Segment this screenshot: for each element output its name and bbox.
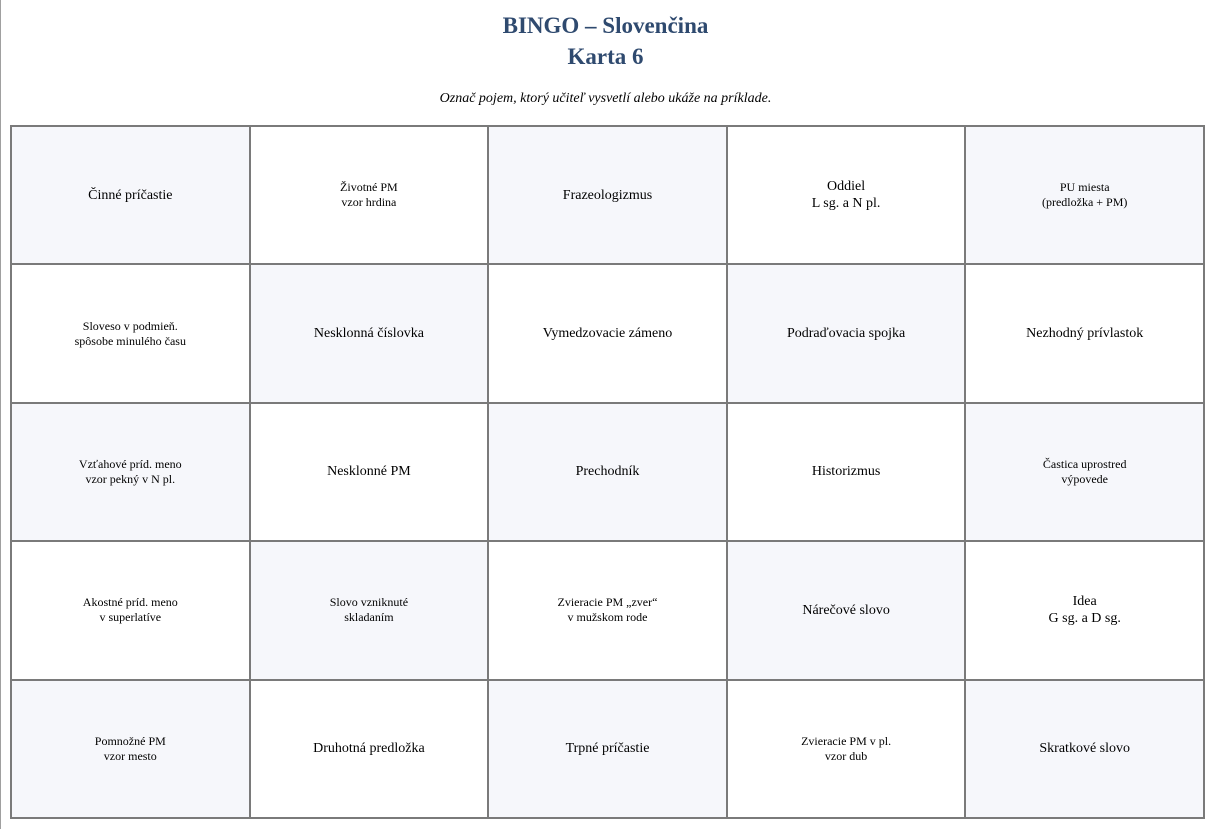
title-line-1: BINGO – Slovenčina: [502, 13, 709, 38]
cell-line-2: spôsobe minulého času: [74, 333, 186, 348]
cell-line-1: Druhotná predložka: [313, 741, 425, 757]
cell-line-2: skladaním: [344, 610, 394, 625]
cell-line-1: Vymedzovacie zámeno: [542, 326, 673, 342]
cell-line-2: vzor mesto: [103, 748, 157, 763]
cell-line-1: Akostné príd. meno: [82, 595, 178, 610]
bingo-cell-r5-c3[interactable]: [489, 681, 726, 817]
cell-line-1: Skratkové slovo: [1039, 741, 1130, 757]
bingo-cell-r3-c1[interactable]: [12, 404, 249, 540]
bingo-cell-r3-c5[interactable]: [966, 404, 1203, 540]
bingo-cell-r4-c2[interactable]: [251, 542, 488, 678]
page-left-border: [0, 0, 1, 829]
cell-line-1: Činné príčastie: [88, 187, 173, 203]
bingo-cell-r2-c3[interactable]: [489, 265, 726, 401]
bingo-grid: [10, 125, 1205, 819]
bingo-cell-r2-c2[interactable]: [251, 265, 488, 401]
cell-line-1: Oddiel: [827, 179, 866, 195]
cell-line-1: Trpné príčastie: [565, 741, 650, 757]
cell-line-1: Zvieracie PM „zver“: [557, 595, 658, 610]
bingo-cell-r1-c2[interactable]: [251, 127, 488, 263]
cell-line-1: Častica uprostred: [1042, 456, 1127, 471]
page-title: [0, 10, 1211, 72]
bingo-cell-r5-c5[interactable]: [966, 681, 1203, 817]
bingo-cell-r2-c1[interactable]: [12, 265, 249, 401]
cell-line-2: vzor pekný v N pl.: [85, 471, 176, 486]
bingo-cell-r1-c5[interactable]: [966, 127, 1203, 263]
bingo-cell-r3-c2[interactable]: [251, 404, 488, 540]
cell-line-1: Podraďovacia spojka: [786, 326, 906, 342]
bingo-cell-r5-c2[interactable]: [251, 681, 488, 817]
instruction-text: Označ pojem, ktorý učiteľ vysvetlí alebo ukáže na príklade.: [439, 91, 772, 106]
cell-line-2: (predložka + PM): [1041, 195, 1128, 210]
cell-line-1: Životné PM: [340, 180, 398, 195]
cell-line-2: v mužskom rode: [567, 610, 648, 625]
cell-line-1: Nárečové slovo: [802, 602, 890, 618]
cell-line-1: Nesklonné PM: [327, 464, 411, 480]
bingo-cell-r5-c4[interactable]: [728, 681, 965, 817]
bingo-cell-r2-c4[interactable]: [728, 265, 965, 401]
cell-line-2: výpovede: [1061, 471, 1109, 486]
cell-line-1: Slovo vzniknuté: [329, 595, 409, 610]
bingo-cell-r4-c1[interactable]: [12, 542, 249, 678]
bingo-cell-r4-c4[interactable]: [728, 542, 965, 678]
bingo-cell-r1-c3[interactable]: [489, 127, 726, 263]
bingo-cell-r1-c4[interactable]: [728, 127, 965, 263]
bingo-cell-r5-c1[interactable]: [12, 681, 249, 817]
cell-line-1: Historizmus: [811, 464, 881, 480]
bingo-cell-r4-c5[interactable]: [966, 542, 1203, 678]
cell-line-1: Prechodník: [575, 464, 640, 480]
cell-line-1: Zvieracie PM v pl.: [801, 733, 892, 748]
cell-line-1: Nesklonná číslovka: [313, 326, 424, 342]
bingo-cell-r2-c5[interactable]: [966, 265, 1203, 401]
cell-line-2: v superlatíve: [99, 610, 162, 625]
cell-line-2: G sg. a D sg.: [1048, 611, 1121, 627]
bingo-cell-r4-c3[interactable]: [489, 542, 726, 678]
cell-line-1: Sloveso v podmieň.: [82, 318, 178, 333]
title-line-2: Karta 6: [567, 44, 644, 69]
cell-line-2: L sg. a N pl.: [811, 196, 881, 212]
cell-line-1: Frazeologizmus: [562, 187, 653, 203]
cell-line-1: Nezhodný prívlastok: [1026, 326, 1144, 342]
bingo-cell-r1-c1[interactable]: [12, 127, 249, 263]
bingo-cell-r3-c3[interactable]: [489, 404, 726, 540]
cell-line-1: Vzťahové príd. meno: [78, 456, 182, 471]
bingo-cell-r3-c4[interactable]: [728, 404, 965, 540]
cell-line-2: vzor hrdina: [341, 195, 397, 210]
cell-line-1: Pomnožné PM: [94, 733, 166, 748]
cell-line-2: vzor dub: [824, 748, 868, 763]
cell-line-1: PU miesta: [1059, 180, 1110, 195]
cell-line-1: Idea: [1072, 594, 1097, 610]
